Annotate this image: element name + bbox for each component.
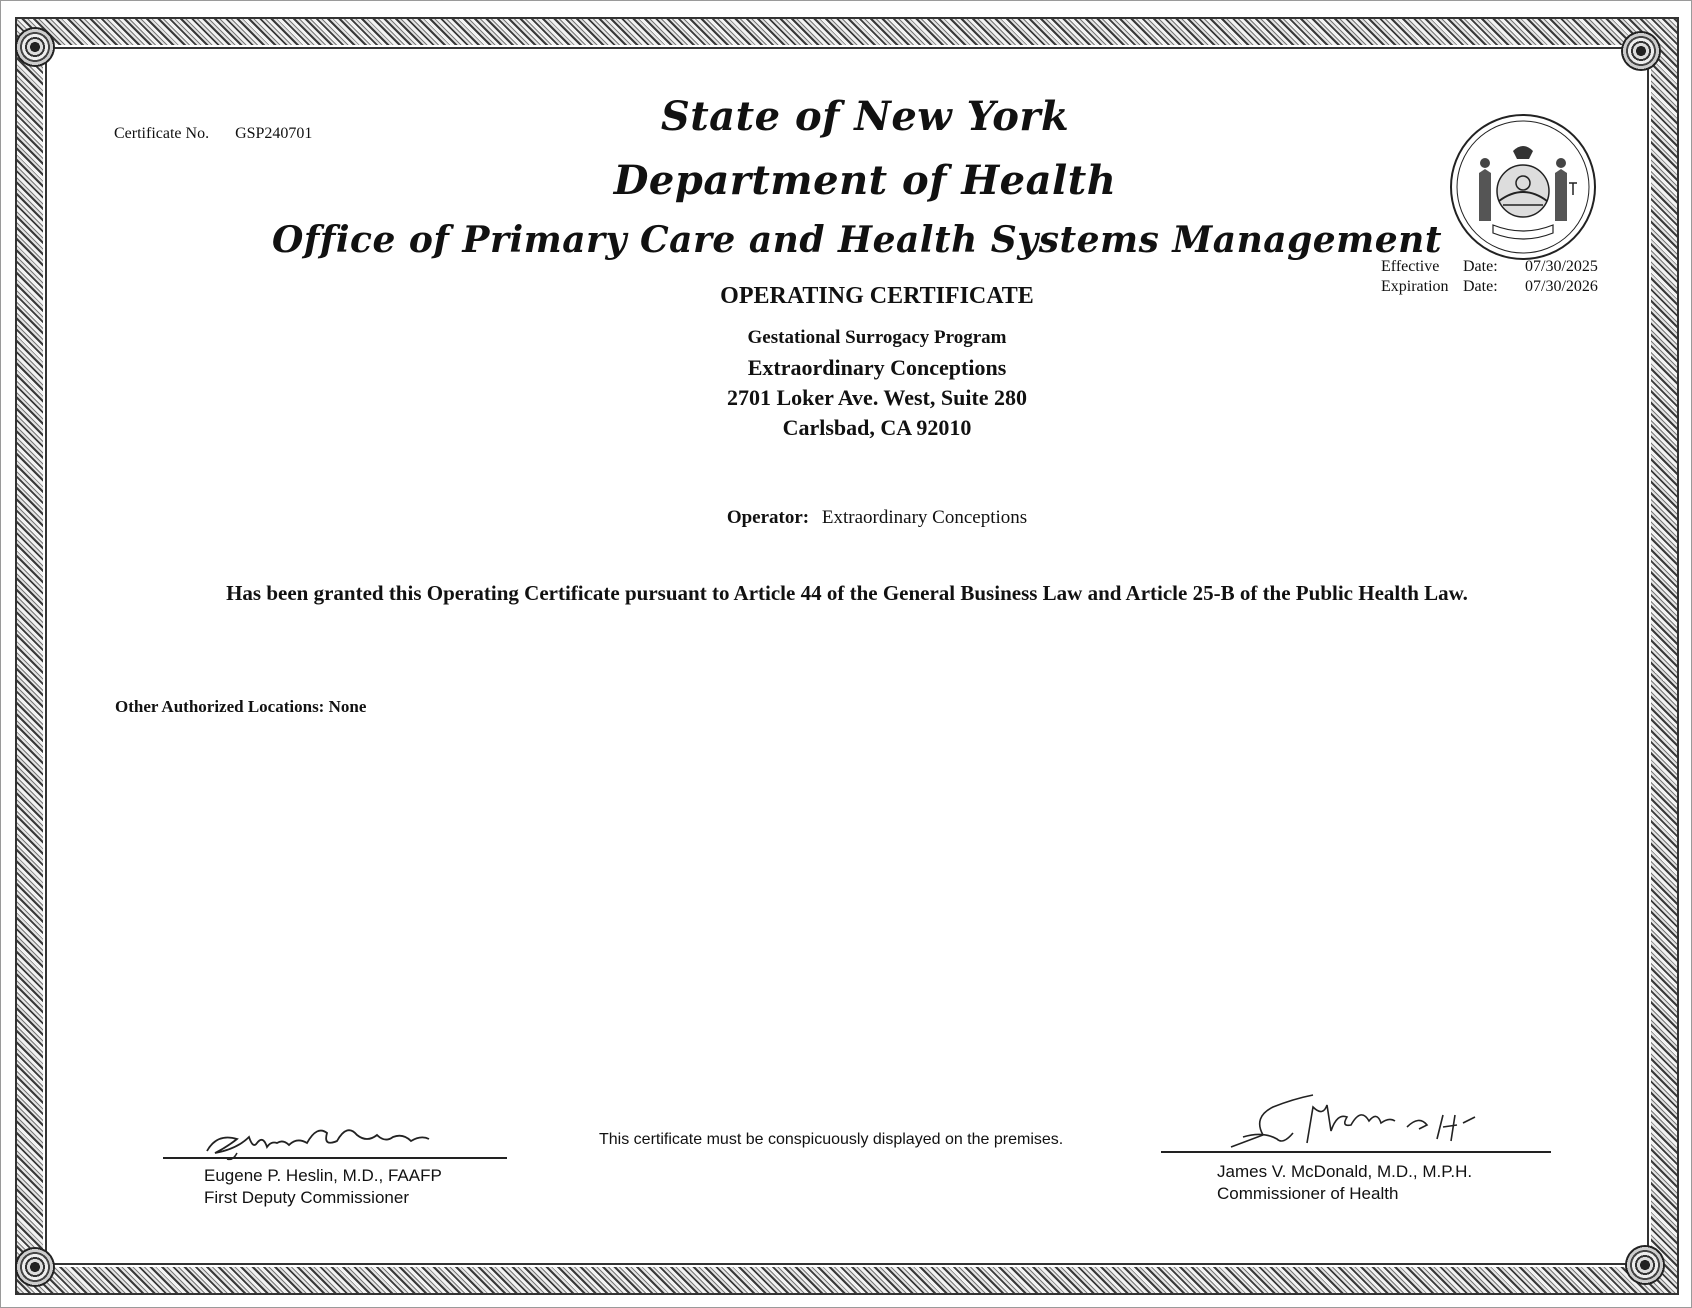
expiration-date-label: Date: — [1463, 278, 1498, 295]
other-authorized-locations: Other Authorized Locations: None — [115, 697, 367, 716]
facility-city: Carlsbad, CA 92010 — [782, 415, 972, 440]
signatory-left-name: Eugene P. Heslin, M.D., FAAFP — [204, 1166, 442, 1185]
facility-name: Extraordinary Conceptions — [747, 355, 1007, 380]
facility-street: 2701 Loker Ave. West, Suite 280 — [726, 385, 1028, 410]
signature-line-right — [1161, 1151, 1551, 1153]
effective-date-label: Date: — [1463, 258, 1498, 275]
operator — [31, 507, 1692, 529]
header-state: State of New York — [660, 93, 1070, 140]
expiration-label: Expiration — [1381, 278, 1449, 295]
certificate-title: OPERATING CERTIFICATE — [720, 283, 1034, 309]
signatory-right-title: Commissioner of Health — [1217, 1184, 1399, 1203]
operator-value: Extraordinary Conceptions — [821, 507, 1028, 528]
display-notice: This certificate must be conspicuously displayed on the premises. — [599, 1131, 1064, 1148]
effective-date-row — [1381, 257, 1605, 277]
signatory-right — [1217, 1161, 1472, 1205]
grant-statement: Has been granted this Operating Certificate pursuant to Article 44 of the General Business Law and Article 25-B of the Public Health Law. — [226, 581, 1468, 605]
program-name: Gestational Surrogacy Program — [747, 327, 1007, 348]
expiration-date-value: 07/30/2026 — [1525, 278, 1598, 295]
operator-label: Operator: — [726, 507, 810, 528]
corner-rosette-icon — [15, 1247, 55, 1287]
header-office: Office of Primary Care and Health Systems Management — [272, 219, 1442, 261]
certificate-number-label: Certificate No. — [114, 125, 210, 142]
corner-rosette-icon — [1621, 31, 1661, 71]
corner-rosette-icon — [1625, 1245, 1665, 1285]
header-department: Department of Health — [613, 157, 1117, 204]
signature-line-left — [163, 1157, 507, 1159]
effective-label: Effective — [1381, 258, 1440, 275]
signature-left-icon — [197, 1113, 467, 1163]
signatory-left-title: First Deputy Commissioner — [204, 1188, 409, 1207]
signatory-left — [204, 1165, 442, 1209]
signatory-right-name: James V. McDonald, M.D., M.P.H. — [1217, 1162, 1473, 1181]
new-york-state-seal-icon — [1449, 113, 1597, 261]
effective-date-value: 07/30/2025 — [1525, 258, 1598, 275]
certificate-number-value: GSP240701 — [235, 125, 313, 142]
signature-right-icon — [1223, 1087, 1493, 1153]
corner-rosette-icon — [15, 27, 55, 67]
